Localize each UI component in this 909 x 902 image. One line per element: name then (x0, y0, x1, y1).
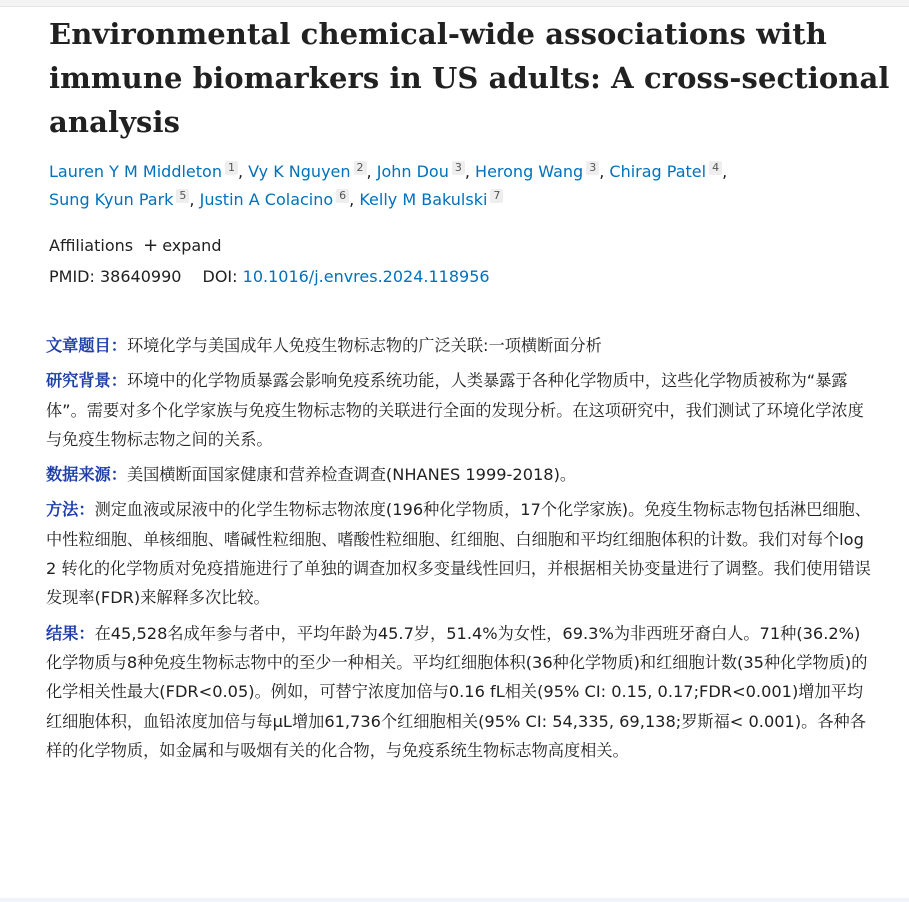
affiliation-badge[interactable]: 6 (336, 189, 349, 203)
section-text: 在45,528名成年参与者中，平均年龄为45.7岁，51.4%为女性，69.3%为非西班牙裔白人。71种(36.2%)化学物质与8种免疫生物标志物中的至少一种相关。平均红细胞体积(36种化学物质)和红细胞计数(35种化学物质)的化学相关性最大(FDR<0.05)。例如，可替宁浓度加倍与0.16 fL相关(95% CI: 0.15, 0.17;FDR<0.001)增加平均红细胞体积，血铅浓度加倍与每μL增加61,736个红细胞相关(95% CI: 54,335, 69,138;罗斯福< 0.001)。各种各样的化学物质，如金属和与吸烟有关的化合物，与免疫系统生物标志物高度相关。 (46, 623, 868, 760)
author-link[interactable]: Chirag Patel (609, 162, 707, 181)
author-entry (200, 190, 355, 209)
author-separator: , (349, 190, 355, 209)
section-text: 美国横断面国家健康和营养检查调查(NHANES 1999-2018)。 (126, 465, 577, 485)
author-entry (377, 162, 470, 181)
author-separator: , (366, 162, 372, 181)
author-separator: , (189, 190, 195, 209)
abstract-results-section (46, 619, 876, 765)
author-separator: , (464, 162, 470, 181)
section-label: 数据来源： (46, 465, 127, 485)
author-list (49, 158, 889, 214)
chinese-abstract (46, 331, 876, 771)
abstract-methods-section (46, 495, 876, 612)
author-link[interactable]: Vy K Nguyen (248, 162, 351, 181)
pmid-value: 38640990 (99, 267, 182, 286)
expand-label: expand (162, 236, 222, 255)
plus-icon: + (143, 235, 159, 256)
affiliation-badge[interactable]: 3 (586, 161, 599, 175)
doi-label: DOI: (202, 267, 238, 286)
section-text: 环境化学与美国成年人免疫生物标志物的广泛关联:一项横断面分析 (126, 336, 602, 355)
section-text: 测定血液或尿液中的化学生物标志物浓度(196种化学物质，17个化学家族)。免疫生物标志物包括淋巴细胞、中性粒细胞、单核细胞、嗜碱性粒细胞、嗜酸性粒细胞、红细胞、白细胞和平均红细胞体积的计数。我们对每个log 2 转化的化学物质对免疫措施进行了单独的调查加权多变量线性回归，并根据相关协变量进行了调整。我们使用错误发现率(FDR)来解释多次比较。 (46, 500, 871, 608)
author-link[interactable]: Lauren Y M Middleton (49, 162, 222, 181)
author-separator: , (722, 162, 728, 181)
section-label: 方法： (46, 500, 95, 520)
section-label: 结果： (46, 623, 95, 643)
affiliations-label: Affiliations (49, 236, 134, 255)
author-entry (609, 162, 727, 181)
doi-link[interactable]: 10.1016/j.envres.2024.118956 (242, 267, 490, 286)
section-label: 研究背景： (46, 371, 127, 391)
expand-affiliations-button[interactable] (143, 236, 221, 255)
author-link[interactable]: Kelly M Bakulski (359, 190, 488, 209)
identifiers-row (49, 265, 490, 289)
author-link[interactable]: John Dou (376, 162, 449, 181)
author-link[interactable]: Sung Kyun Park (49, 190, 174, 209)
author-separator: , (599, 162, 605, 181)
section-label: 文章题目： (46, 336, 127, 355)
affiliation-badge[interactable]: 2 (354, 161, 367, 175)
affiliation-badge[interactable]: 3 (452, 161, 465, 175)
abstract-background-section (46, 366, 876, 454)
author-entry (475, 162, 604, 181)
abstract-title-section (46, 331, 876, 360)
top-divider (0, 0, 909, 7)
author-link[interactable]: Justin A Colacino (199, 190, 334, 209)
author-separator: , (237, 162, 244, 181)
affiliations-row (49, 234, 221, 258)
section-text: 环境中的化学物质暴露会影响免疫系统功能，人类暴露于各种化学物质中，这些化学物质被称为“暴露体”。需要对多个化学家族与免疫生物标志物的关联进行全面的发现分析。在这项研究中，我们测试了环境化学浓度与免疫生物标志物之间的关系。 (46, 371, 864, 449)
affiliation-badge[interactable]: 5 (176, 189, 189, 203)
author-entry (49, 162, 243, 181)
affiliation-badge[interactable]: 7 (490, 189, 503, 203)
affiliation-badge[interactable]: 1 (225, 161, 238, 175)
abstract-data-source-section (46, 460, 876, 489)
author-entry (248, 162, 371, 181)
article-title: Environmental chemical-wide associations with immune biomarkers in US adults: A cross-sectional analysis (49, 17, 890, 139)
author-entry (359, 190, 503, 209)
pmid-label: PMID: (49, 267, 95, 286)
author-link[interactable]: Herong Wang (475, 162, 584, 181)
affiliation-badge[interactable]: 4 (709, 161, 722, 175)
author-entry (49, 190, 195, 209)
bottom-divider (0, 898, 909, 902)
